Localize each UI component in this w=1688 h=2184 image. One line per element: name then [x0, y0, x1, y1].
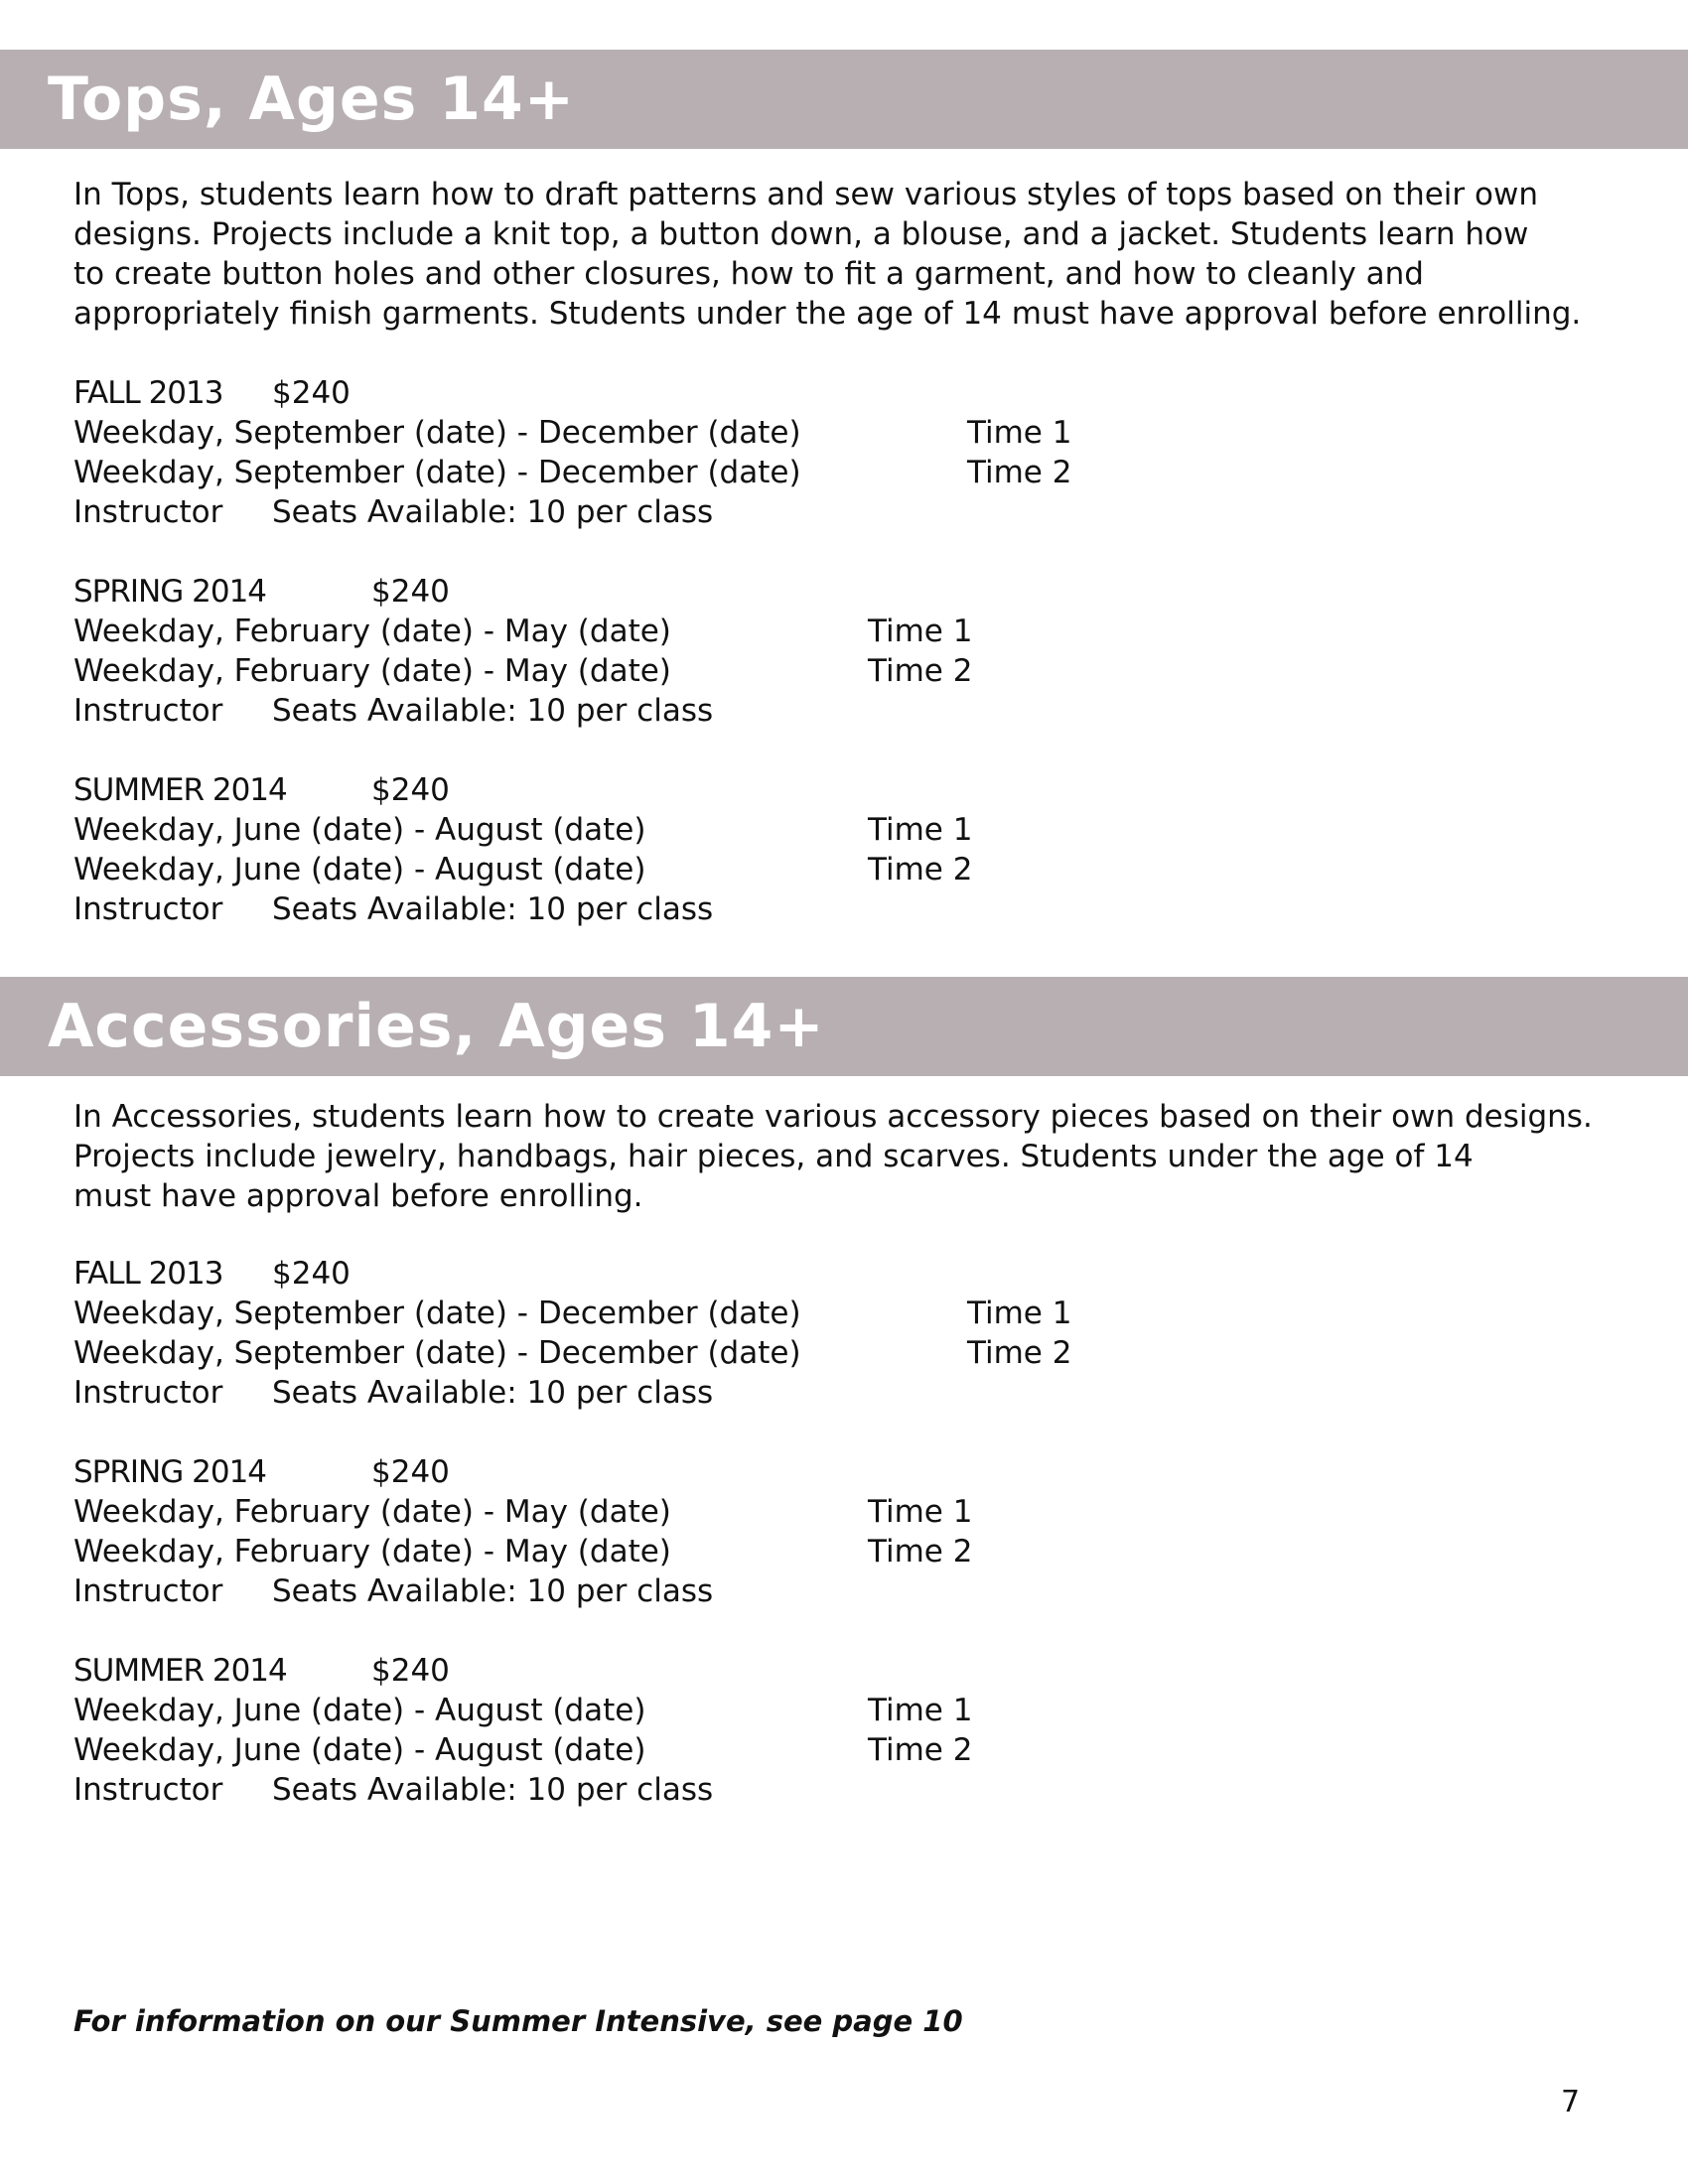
class-dates: Weekday, June (date) - August (date)	[73, 852, 646, 887]
class-dates: Weekday, February (date) - May (date)	[73, 1534, 671, 1570]
seats-available: Seats Available: 10 per class	[272, 891, 714, 927]
class-time: Time 2	[967, 455, 1072, 490]
seats-available: Seats Available: 10 per class	[272, 1772, 714, 1808]
price: $240	[272, 375, 351, 411]
class-time: Time 2	[868, 1534, 973, 1570]
class-dates: Weekday, September (date) - December (date)	[73, 1296, 801, 1331]
section-description	[73, 1097, 1662, 1216]
session-summer-2014	[73, 1651, 1265, 1820]
class-time: Time 1	[967, 415, 1072, 451]
season-label: SUMMER 2014	[73, 772, 287, 808]
session-summer-2014	[73, 770, 1265, 939]
season-label: SPRING 2014	[73, 1454, 267, 1490]
class-time: Time 1	[868, 614, 973, 649]
seats-available: Seats Available: 10 per class	[272, 693, 714, 729]
class-dates: Weekday, June (date) - August (date)	[73, 1732, 646, 1768]
session-spring-2014	[73, 1452, 1265, 1621]
session-spring-2014	[73, 572, 1265, 741]
session-fall-2013	[73, 1254, 1265, 1423]
price: $240	[371, 772, 450, 808]
seats-available: Seats Available: 10 per class	[272, 494, 714, 530]
instructor-label: Instructor	[73, 891, 223, 927]
class-dates: Weekday, June (date) - August (date)	[73, 812, 646, 848]
class-dates: Weekday, June (date) - August (date)	[73, 1693, 646, 1728]
class-time: Time 2	[868, 1732, 973, 1768]
seats-available: Seats Available: 10 per class	[272, 1573, 714, 1609]
price: $240	[371, 574, 450, 610]
class-dates: Weekday, February (date) - May (date)	[73, 653, 671, 689]
description-line: Projects include jewelry, handbags, hair pieces, and scarves. Students under the age of 14	[73, 1139, 1474, 1174]
season-label: FALL 2013	[73, 1256, 223, 1292]
session-fall-2013	[73, 373, 1265, 542]
class-dates: Weekday, September (date) - December (date)	[73, 455, 801, 490]
class-time: Time 1	[868, 1693, 973, 1728]
instructor-label: Instructor	[73, 1573, 223, 1609]
season-label: FALL 2013	[73, 375, 223, 411]
class-time: Time 2	[868, 653, 973, 689]
section-header-tops	[0, 50, 1688, 149]
section-title: Accessories, Ages 14+	[48, 992, 825, 1061]
price: $240	[371, 1653, 450, 1689]
section-description	[73, 175, 1662, 334]
description-line: designs. Projects include a knit top, a button down, a blouse, and a jacket. Students learn how	[73, 216, 1529, 252]
description-line: In Tops, students learn how to draft patterns and sew various styles of tops based on their own	[73, 177, 1538, 212]
description-line: to create button holes and other closures, how to fit a garment, and how to cleanly and	[73, 256, 1424, 292]
class-time: Time 1	[967, 1296, 1072, 1331]
class-dates: Weekday, September (date) - December (date)	[73, 1335, 801, 1371]
footer-note: For information on our Summer Intensive, see page 10	[73, 2004, 963, 2038]
page-number: 7	[1561, 2085, 1581, 2119]
seats-available: Seats Available: 10 per class	[272, 1375, 714, 1411]
class-dates: Weekday, February (date) - May (date)	[73, 614, 671, 649]
instructor-label: Instructor	[73, 1375, 223, 1411]
price: $240	[371, 1454, 450, 1490]
instructor-label: Instructor	[73, 494, 223, 530]
season-label: SUMMER 2014	[73, 1653, 287, 1689]
instructor-label: Instructor	[73, 693, 223, 729]
class-dates: Weekday, February (date) - May (date)	[73, 1494, 671, 1530]
section-title: Tops, Ages 14+	[48, 65, 575, 134]
instructor-label: Instructor	[73, 1772, 223, 1808]
class-time: Time 2	[868, 852, 973, 887]
description-line: must have approval before enrolling.	[73, 1178, 643, 1214]
section-header-accessories	[0, 977, 1688, 1076]
class-time: Time 1	[868, 812, 973, 848]
price: $240	[272, 1256, 351, 1292]
description-line: In Accessories, students learn how to create various accessory pieces based on their own designs.	[73, 1099, 1593, 1135]
class-dates: Weekday, September (date) - December (date)	[73, 415, 801, 451]
season-label: SPRING 2014	[73, 574, 267, 610]
class-time: Time 1	[868, 1494, 973, 1530]
description-line: appropriately finish garments. Students under the age of 14 must have approval before enrolling.	[73, 296, 1582, 332]
class-time: Time 2	[967, 1335, 1072, 1371]
